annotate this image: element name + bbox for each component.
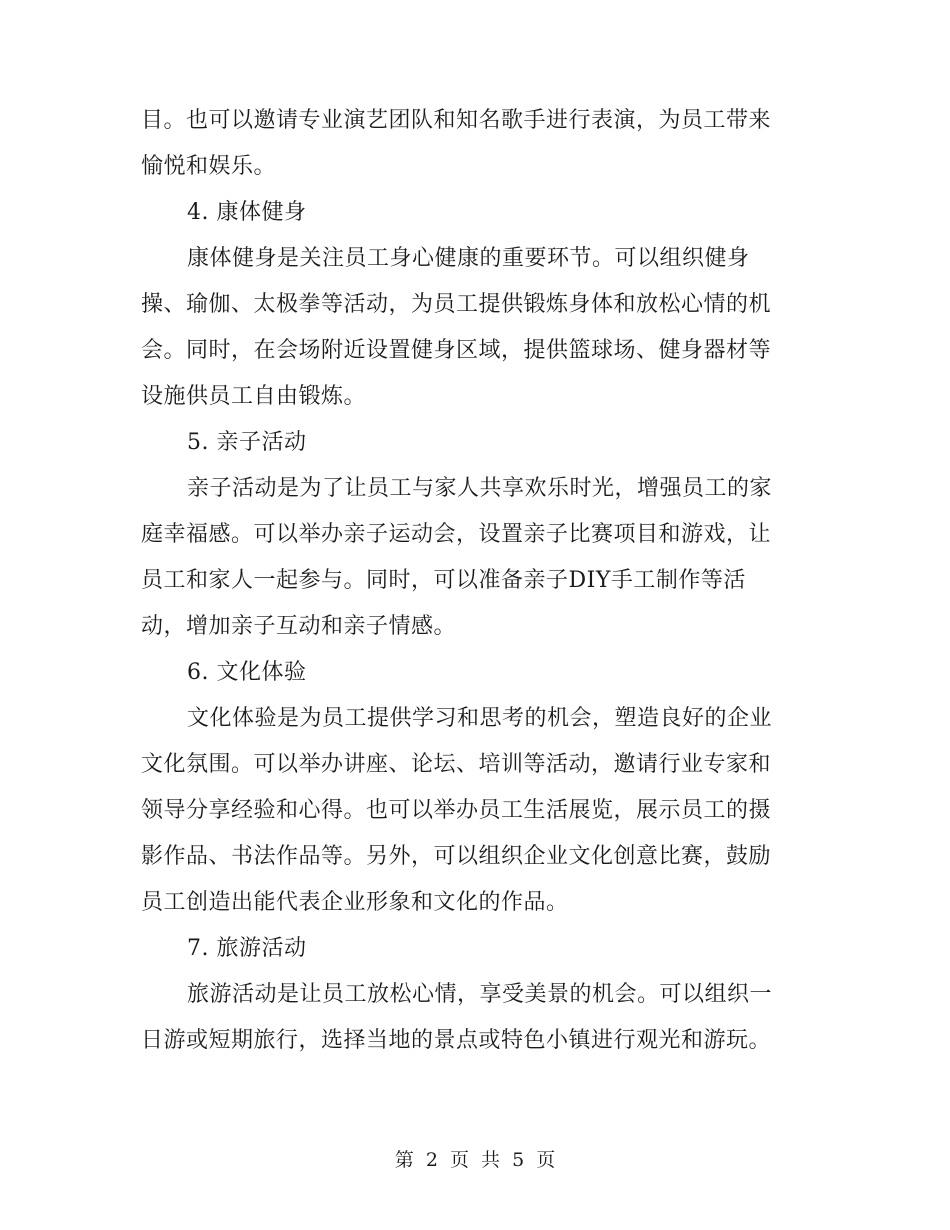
text-line: 愉悦和娱乐。 (141, 154, 277, 179)
document-body (141, 98, 801, 1064)
text-line: 设施供员工自由锻炼。 (141, 384, 367, 409)
text-line: 亲子活动是为了让员工与家人共享欢乐时光，增强员工的家 (187, 476, 773, 501)
footer-prefix: 第 (394, 1149, 414, 1171)
footer-total-suffix: 页 (536, 1149, 556, 1171)
text-line: 5. 亲子活动 (187, 430, 307, 455)
text-line: 旅游活动是让员工放松心情，享受美景的机会。可以组织一 (187, 982, 773, 1007)
text-line: 领导分享经验和心得。也可以举办员工生活展览，展示员工的摄 (141, 798, 772, 823)
text-line: 庭幸福感。可以举办亲子运动会，设置亲子比赛项目和游戏，让 (141, 522, 772, 547)
text-line: 会。同时，在会场附近设置健身区域，提供篮球场、健身器材等 (141, 338, 772, 363)
text-line: 文化氛围。可以举办讲座、论坛、培训等活动，邀请行业专家和 (141, 752, 772, 777)
text-line: 操、瑜伽、太极拳等活动，为员工提供锻炼身体和放松心情的机 (141, 292, 772, 317)
text-line: 日游或短期旅行，选择当地的景点或特色小镇进行观光和游玩。 (141, 1028, 772, 1053)
text-line: 6. 文化体验 (187, 660, 307, 685)
footer-current-page: 2 (425, 1149, 438, 1171)
footer-total-prefix: 共 (481, 1149, 501, 1171)
page-footer (0, 1146, 950, 1174)
text-line: 文化体验是为员工提供学习和思考的机会，塑造良好的企业 (187, 706, 773, 731)
text-line: 员工和家人一起参与。同时，可以准备亲子DIY手工制作等活 (141, 568, 746, 593)
text-line: 员工创造出能代表企业形象和文化的作品。 (141, 890, 569, 915)
footer-page-word: 页 (449, 1149, 469, 1171)
text-line: 影作品、书法作品等。另外，可以组织企业文化创意比赛，鼓励 (141, 844, 772, 869)
text-line: 7. 旅游活动 (187, 936, 307, 961)
text-line: 目。也可以邀请专业演艺团队和知名歌手进行表演，为员工带来 (141, 108, 772, 133)
text-line: 动，增加亲子互动和亲子情感。 (141, 614, 457, 639)
footer-total-pages: 5 (512, 1149, 525, 1171)
text-line: 康体健身是关注员工身心健康的重要环节。可以组织健身 (187, 246, 750, 271)
text-line: 4. 康体健身 (187, 200, 307, 225)
